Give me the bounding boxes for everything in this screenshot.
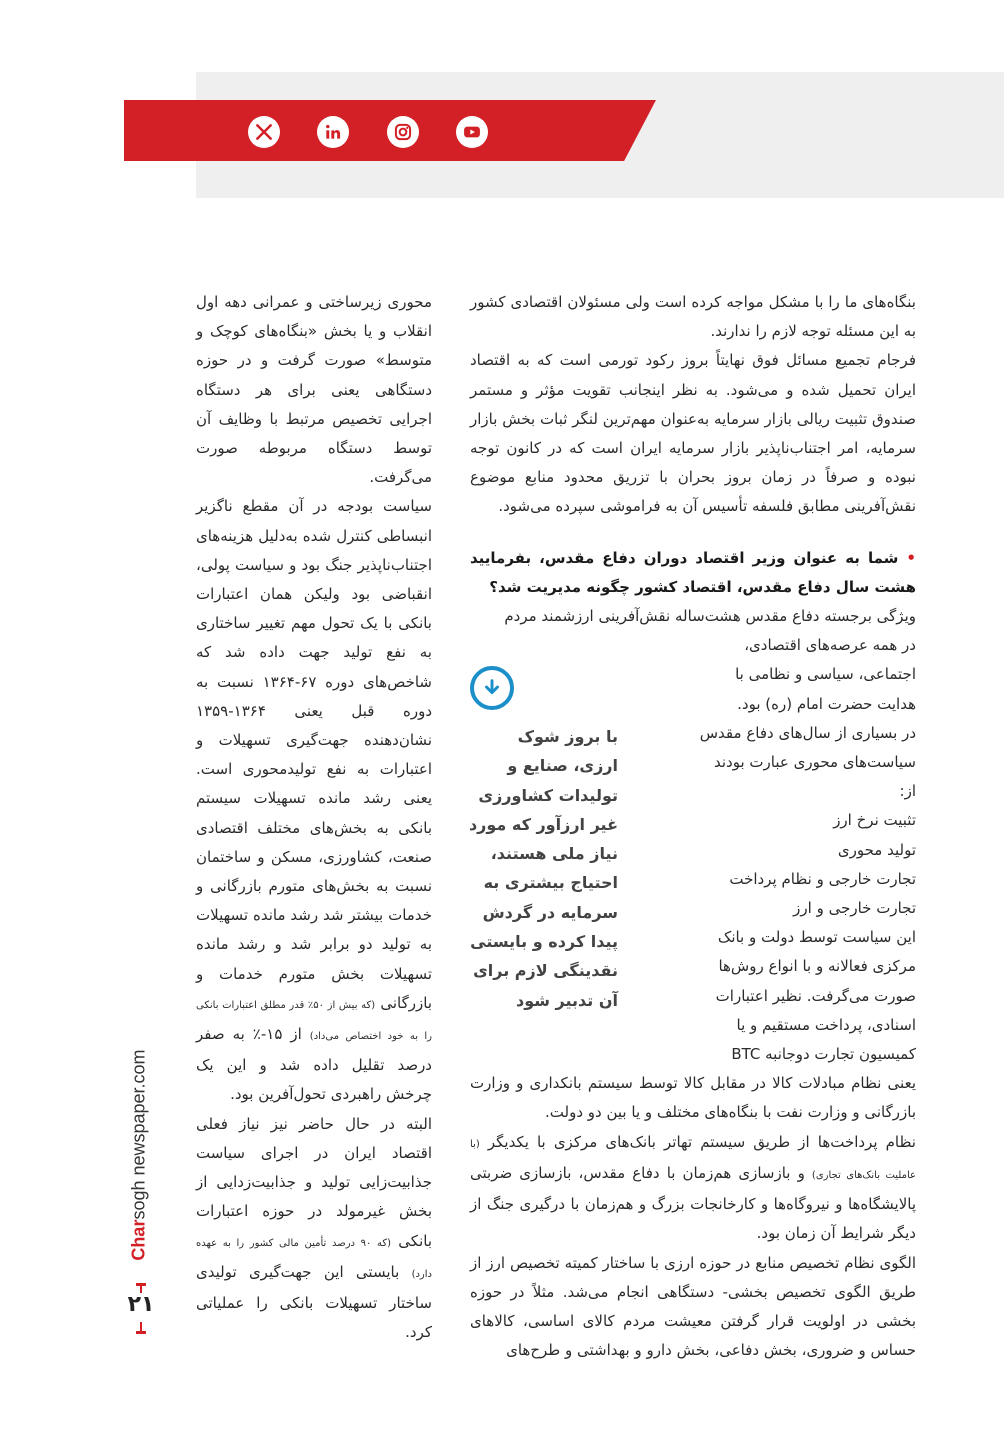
- answer-split-lines: [656, 631, 916, 1069]
- left-paragraph-3: البته در حال حاضر نیز نیاز فعلی اقتصاد ایران در اجرای سیاست جذابیت‌زایی تولید و جذابیت‌زدایی از بخش غیرمولد در حوزه اعتبارات بانکی (که ۹۰ درصد تأمین مالی کشور را به عهده دارد) بایستی این جهت‌گیری تولیدی ساختار تسهیلات بانکی را عملیاتی کرد.: [196, 1114, 432, 1342]
- intro-paragraph-2: فرجام تجمیع مسائل فوق نهایتاً بروز رکود تورمی است که به اقتصاد ایران تحمیل شده و می‌شود. به نظر اینجانب تقویت مؤثر و مستمر صندوق تثبیت ریالی بازار سرمایه به‌عنوان مهم‌ترین لنگر ثبات بخش بازار سرمایه، امر اجتناب‌ناپذیر بازار سرمایه ایران است که در کانون توجه نبوده و صرفاً در زمان بروز بحران با تزریق محدود منابع موضوع نقش‌آفرینی مطابق فلسفه تأسیس آن به فراموشی سپرده می‌شود.: [470, 351, 916, 516]
- answer-line: این سیاست توسط دولت و بانک: [717, 928, 916, 947]
- left-paragraph-1: محوری زیرساختی و عمرانی دهه اول انقلاب و یا بخش «بنگاه‌های کوچک و متوسط» صورت گرفت و در حوزه دستگاهی یعنی برای هر دستگاه اجرایی تخصیص مرتبط با وظایف آن توسط دستگاه مربوطه صورت می‌گرفت.: [196, 293, 432, 487]
- answer-paragraph-2: نظام پرداخت‌ها از طریق سیستم تهاتر بانک‌های مرکزی با یکدیگر (با عاملیت بانک‌های تجاری) و بازسازی هم‌زمان با دفاع مقدس، بازسازی ضربتی پالایشگاه‌ها و نیروگاه‌ها و کارخانجات بزرگ و هم‌زمان با درگیری جنگ از دیگر شرایط آن زمان بود.: [470, 1132, 916, 1243]
- left-column: [196, 288, 432, 1347]
- interview-question: • شما به عنوان وزیر اقتصاد دوران دفاع مقدس، بفرمایید هشت سال دفاع مقدس، اقتصاد کشور چگونه مدیریت شد؟: [470, 548, 916, 596]
- page-number: ۲۱: [127, 1292, 155, 1317]
- answer-line: کمیسیون تجارت دوجانبه BTC: [731, 1045, 916, 1064]
- answer-line: سیاست‌های محوری عبارت بودند: [713, 753, 916, 772]
- answer-line: از:: [899, 782, 916, 801]
- bullet-icon: •: [898, 548, 916, 567]
- answer-line: مرکزی فعالانه و با انواع روش‌ها: [718, 957, 916, 976]
- intro-paragraph-1: بنگاه‌های ما را با مشکل مواجه کرده است ولی مسئولان اقتصادی کشور به این مسئله توجه لازم را ندارند.: [470, 293, 916, 341]
- answer-line: در بسیاری از سال‌های دفاع مقدس: [699, 723, 916, 742]
- answer-line: تثبیت نرخ ارز: [833, 811, 916, 830]
- left-note-1: (که بیش از ۵۰٪ قدر مطلق اعتبارات بانکی را به خود اختصاص می‌داد): [196, 999, 432, 1043]
- answer-lead: ویژگی برجسته دفاع مقدس هشت‌ساله نقش‌آفرینی ارزشمند مردم: [504, 607, 916, 626]
- youtube-icon[interactable]: [456, 116, 488, 148]
- answer-line: هدایت حضرت امام (ره) بود.: [737, 694, 916, 713]
- x-icon[interactable]: [248, 116, 280, 148]
- answer-line: صورت می‌گرفت. نظیر اعتبارات: [715, 986, 916, 1005]
- left-paragraph-2: سیاست بودجه در آن مقطع ناگزیر انبساطی کنترل شده به‌دلیل هزینه‌های اجتناب‌ناپذیر جنگ بود و سیاست پولی، انقباضی بود ولیکن همان اعتبارات بانکی با یک تحول مهم تغییر ساختاری به نفع تولید جهت داده شد که شاخص‌های دوره ۶۷-۱۳۶۴ نسبت به دوره قبل یعنی ۱۳۶۴-۱۳۵۹ نشان‌دهنده جهت‌گیری تسهیلات و اعتبارات به نفع تولیدمحوری است. یعنی رشد مانده تسهیلات سیستم بانکی به بخش‌های مختلف اقتصادی صنعت، کشاورزی، مسکن و ساختمان نسبت به بخش‌های متورم بازرگانی و خدمات بیشتر شد رشد مانده تسهیلات به تولید دو برابر شد و رشد مانده تسهیلات بخش متورم خدمات و بازرگانی (که بیش از ۵۰٪ قدر مطلق اعتبارات بانکی را به خود اختصاص می‌داد) از ۱۵-٪ به صفر درصد تقلیل داده شد و این یک چرخش راهبردی تحول‌آفرین بود.: [196, 497, 432, 1104]
- pull-quote: با بروز شوک ارزی، صنایع و تولیدات کشاورزی غیر ارزآور که مورد نیاز ملی هستند، احتیاج بیشتری به سرمایه در گردش پیدا کرده و بایستی نقدینگی لازم برای آن تدبیر شود: [468, 727, 618, 1010]
- instagram-icon[interactable]: [387, 116, 419, 148]
- answer-note: (با عاملیت بانک‌های تجاری): [470, 1138, 916, 1181]
- answer-line: در همه عرصه‌های اقتصادی،: [744, 636, 916, 655]
- answer-line: تجارت خارجی و ارز: [793, 899, 916, 918]
- answer-line: اجتماعی، سیاسی و نظامی با: [735, 665, 916, 684]
- divider-cap: [136, 1283, 146, 1286]
- answer-paragraph-3: الگوی نظام تخصیص منابع در حوزه ارزی با ساختار کمیته تخصیص ارز از طریق الگوی تخصیص بخشی- دستگاهی انجام می‌شد. مثلاً در حوزه بخشی در اولویت قرار گرفتن معیشت مردم کالای اساسی، کالاهای حساس و ضروری، بخش دفاعی، بخش دارو و بهداشتی و طرح‌های: [470, 1253, 916, 1360]
- answer-line: تولید محوری: [837, 840, 916, 859]
- side-brand[interactable]: Charsogh newspaper.com: [128, 1049, 149, 1261]
- answer-line: اسنادی، پرداخت مستقیم و یا: [736, 1015, 916, 1034]
- divider-cap: [136, 1331, 146, 1334]
- answer-paragraph-1: یعنی نظام مبادلات کالا در مقابل کالا توسط سیستم بانکداری و وزارت بازرگانی و وزارت نفت با بنگاه‌های مختلف و یا بین دو دولت.: [470, 1074, 916, 1122]
- arrow-down-circle-icon: [470, 666, 514, 710]
- linkedin-icon[interactable]: [317, 116, 349, 148]
- answer-line: تجارت خارجی و نظام پرداخت: [729, 869, 916, 888]
- left-note-2: (که ۹۰ درصد تأمین مالی کشور را به عهده دارد): [196, 1237, 432, 1280]
